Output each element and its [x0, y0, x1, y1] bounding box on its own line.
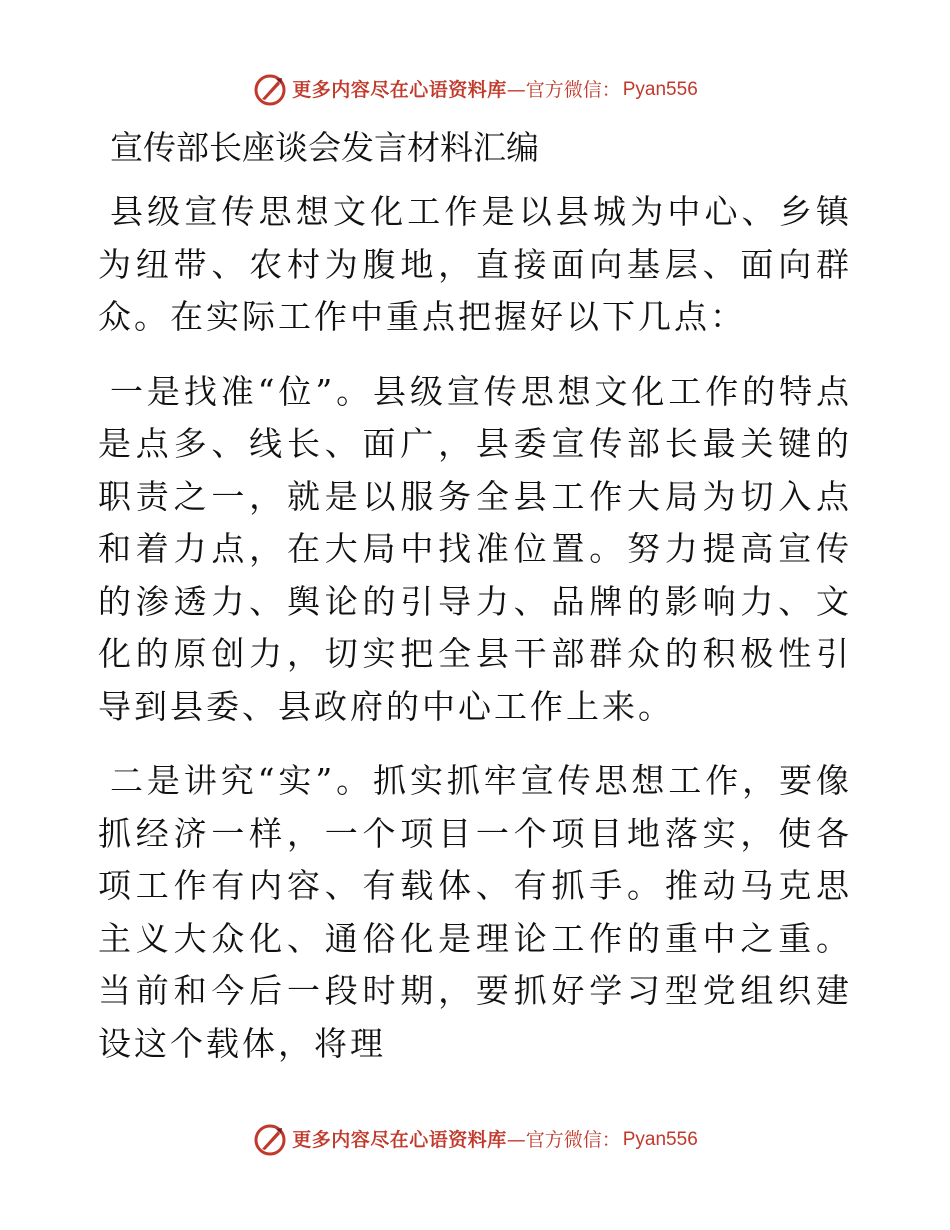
document-body	[98, 124, 852, 1092]
paragraph-point-one: 一是找准“位”。县级宣传思想文化工作的特点是点多、线长、面广，县委宣传部长最关键的职责之一，就是以服务全县工作大局为切入点和着力点，在大局中找准位置。努力提高宣传的渗透力、舆论的引导力、品牌的影响力、文化的原创力，切实把全县干部群众的积极性引导到县委、县政府的中心工作上来。	[98, 371, 852, 726]
banner-sub-text: —官方微信：	[506, 79, 621, 101]
paragraph-intro: 县级宣传思想文化工作是以县城为中心、乡镇为纽带、农村为腹地，直接面向基层、面向群众。在实际工作中重点把握好以下几点：	[98, 192, 852, 336]
banner-sub-text: —官方微信：	[506, 1129, 621, 1151]
header-watermark-banner	[0, 70, 950, 110]
quill-logo-icon	[252, 72, 288, 108]
banner-main-text: 更多内容尽在心语资料库	[292, 1129, 507, 1151]
footer-watermark-banner	[0, 1120, 950, 1160]
paragraph-point-two: 二是讲究“实”。抓实抓牢宣传思想工作，要像抓经济一样，一个项目一个项目地落实，使各项工作有内容、有载体、有抓手。推动马克思主义大众化、通俗化是理论工作的重中之重。当前和今后一段时期，要抓好学习型党组织建设这个载体，将理	[98, 761, 852, 1063]
document-title: 宣传部长座谈会发言材料汇编	[110, 128, 539, 167]
banner-main-text: 更多内容尽在心语资料库	[292, 79, 507, 101]
banner-wechat-id: Pyan556	[622, 1129, 698, 1150]
banner-wechat-id: Pyan556	[622, 79, 698, 100]
quill-logo-icon	[252, 1122, 288, 1158]
